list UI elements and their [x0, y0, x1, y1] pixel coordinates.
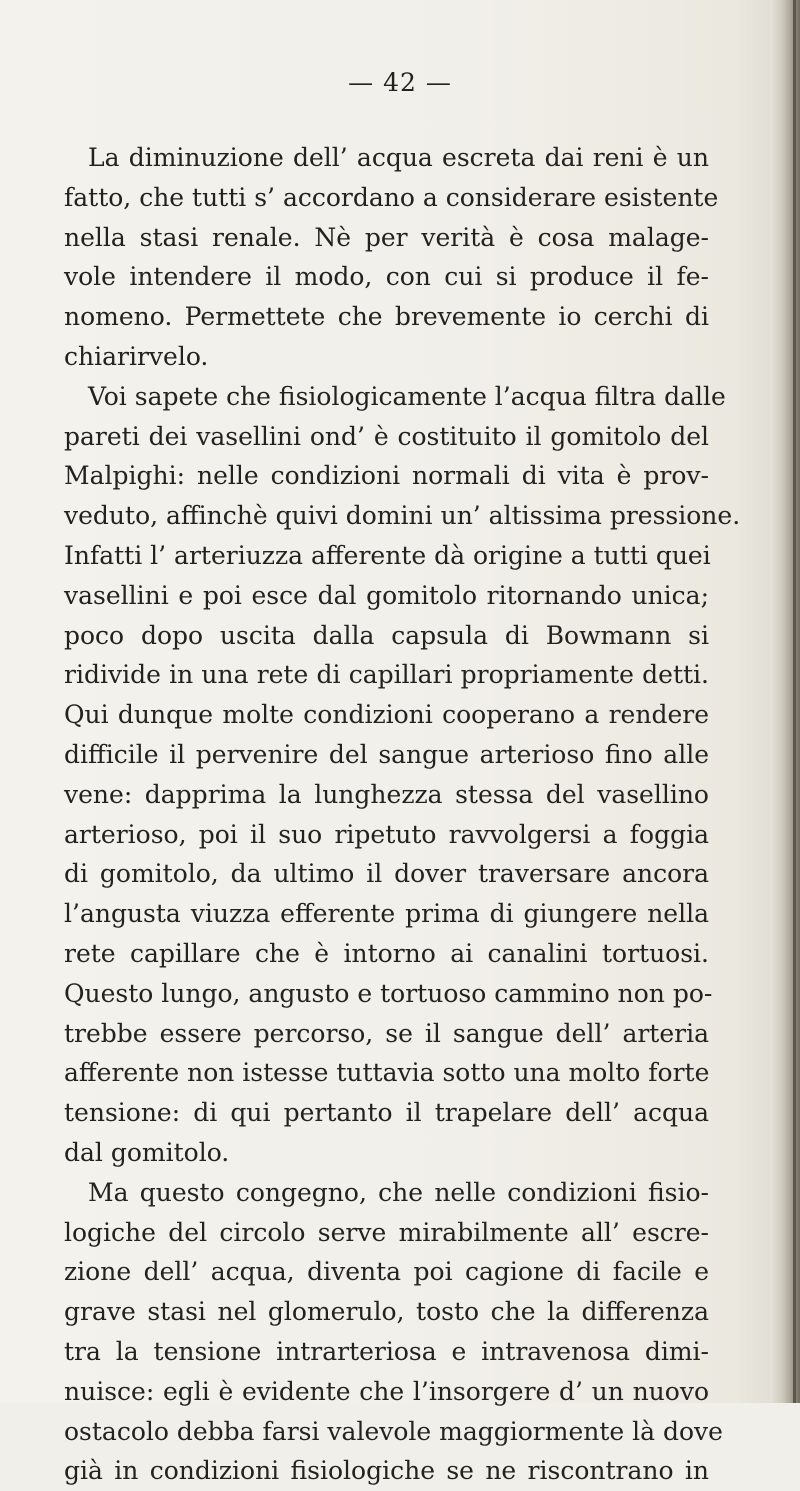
text-line: La diminuzione dell’ acqua escreta dai reni è un	[88, 143, 709, 172]
text-line: Questo lungo, angusto e tortuoso cammino non po-	[64, 978, 713, 1008]
text-line: nomeno. Permettete che brevemente io cerchi di	[64, 302, 709, 332]
text-line: veduto, affinchè quivi domini un’ altissima pressione.	[64, 501, 741, 531]
text-line: trebbe essere percorso, se il sangue dell’ arteria	[64, 1018, 709, 1048]
page-binding-edge	[770, 0, 800, 1403]
text-line: tensione: di qui pertanto il trapelare dell’ acqua	[64, 1098, 709, 1128]
text-line: difficile il pervenire del sangue arterioso fino alle	[64, 739, 709, 769]
text-line: fatto, che tutti s’ accordano a considerare esistente	[64, 182, 719, 212]
text-line: poco dopo uscita dalla capsula di Bowmann si	[64, 620, 709, 650]
paragraph-2	[64, 377, 741, 1173]
text-line: chiarirvelo.	[64, 341, 209, 371]
paragraph-1	[64, 138, 719, 377]
text-line: arterioso, poi il suo ripetuto ravvolgersi a foggia	[64, 819, 709, 849]
text-line: vene: dapprima la lunghezza stessa del vasellino	[64, 779, 709, 809]
text-line: Ma questo congegno, che nelle condizioni fisio-	[88, 1177, 709, 1207]
text-line: pareti dei vasellini ond’ è costituito il gomitolo del	[64, 421, 709, 451]
text-line: logiche del circolo serve mirabilmente all’ escre-	[64, 1217, 709, 1247]
text-line: zione dell’ acqua, diventa poi cagione di facile e	[64, 1257, 709, 1287]
text-line: Voi sapete che fisiologicamente l’acqua filtra dalle	[88, 381, 726, 411]
text-line: ostacolo debba farsi valevole maggiormente là dove	[64, 1416, 723, 1446]
text-line: nuisce: egli è evidente che l’insorgere d’ un nuovo	[64, 1376, 709, 1406]
text-line: nella stasi renale. Nè per verità è cosa malage-	[64, 222, 709, 252]
text-line: già in condizioni fisiologiche se ne riscontrano in	[64, 1456, 709, 1486]
text-line: rete capillare che è intorno ai canalini tortuosi.	[64, 938, 709, 968]
text-line: Malpighi: nelle condizioni normali di vita è prov-	[64, 461, 709, 491]
text-line: vole intendere il modo, con cui si produce il fe-	[64, 262, 709, 292]
paragraph-3	[64, 1173, 723, 1491]
text-line: tra la tensione intrarteriosa e intravenosa dimi-	[64, 1336, 709, 1366]
text-line: grave stasi nel glomerulo, tosto che la differenza	[64, 1297, 709, 1327]
text-line: Infatti l’ arteriuzza afferente dà origine a tutti quei	[64, 540, 711, 570]
text-line: di gomitolo, da ultimo il dover traversare ancora	[64, 859, 709, 889]
text-line: Qui dunque molte condizioni cooperano a rendere	[64, 700, 709, 730]
text-line: ridivide in una rete di capillari propriamente detti.	[64, 660, 709, 690]
text-line: l’angusta viuzza efferente prima di giungere nella	[64, 899, 709, 929]
body-text	[64, 138, 741, 1491]
text-line: afferente non istesse tuttavia sotto una molto forte	[64, 1058, 710, 1088]
page-number: — 42 —	[348, 68, 452, 97]
text-line: dal gomitolo.	[64, 1137, 230, 1167]
text-line: vasellini e poi esce dal gomitolo ritornando unica;	[64, 580, 709, 610]
